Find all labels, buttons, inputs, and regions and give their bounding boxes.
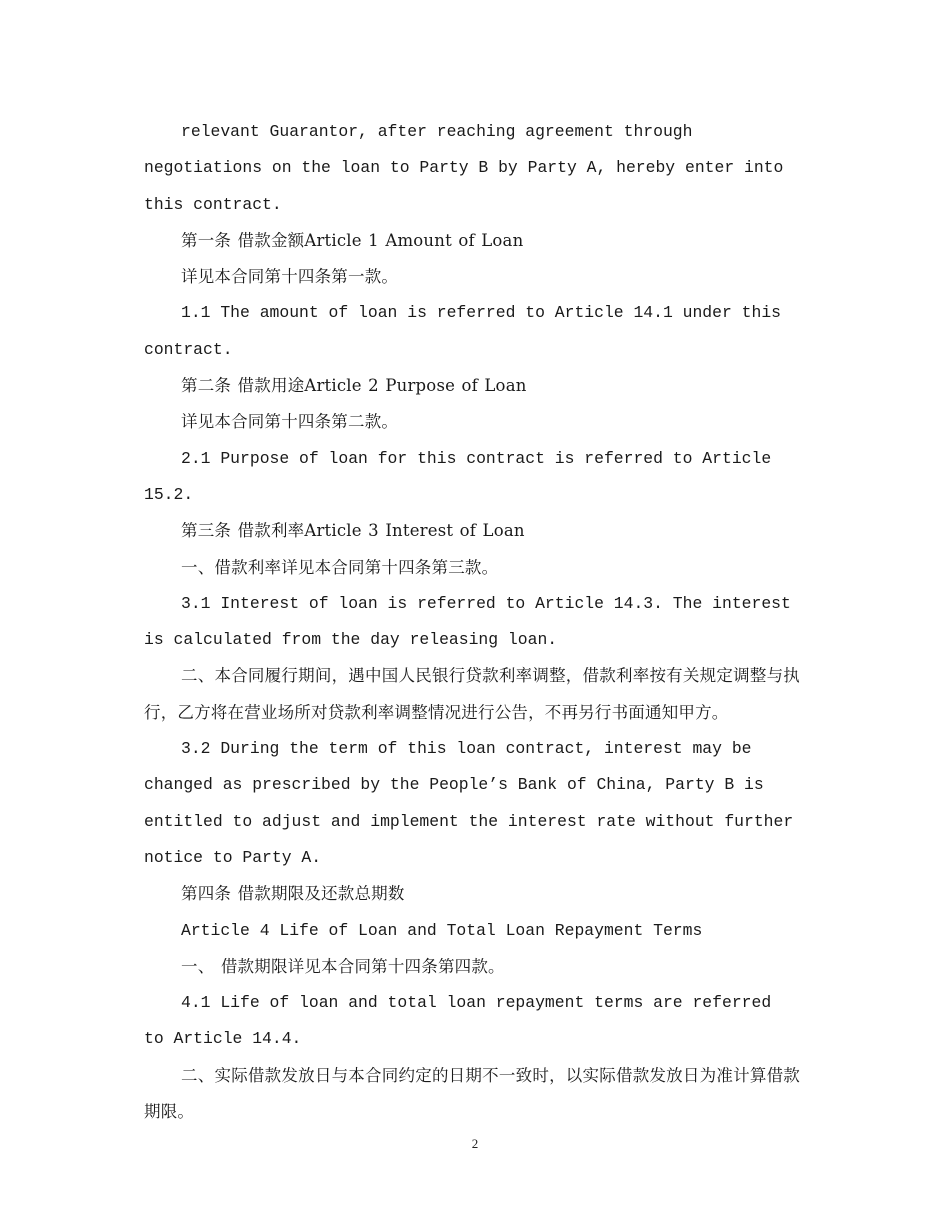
page-number: 2 bbox=[471, 1136, 479, 1151]
article-3-clause-1-en: 3.1 Interest of loan is referred to Article 14.3. The interest is calculated from the day releasing loan. bbox=[144, 593, 791, 650]
article-4-heading-en: Article 4 Life of Loan and Total Loan Repayment Terms bbox=[181, 920, 703, 940]
article-4-heading-cn: 第四条 借款期限及还款总期数 bbox=[181, 884, 405, 904]
article-2-en-text: 2.1 Purpose of loan for this contract is referred to Article 15.2. bbox=[144, 448, 772, 504]
document-body bbox=[144, 114, 800, 1130]
article-4-clause-2-cn: 二、实际借款发放日与本合同约定的日期不一致时，以实际借款发放日为准计算借款期限。 bbox=[144, 1065, 800, 1122]
article-3-clause-1-cn: 一、借款利率详见本合同第十四条第三款。 bbox=[181, 557, 499, 577]
article-2-cn-text: 详见本合同第十四条第二款。 bbox=[181, 412, 399, 432]
article-3-heading: 第三条 借款利率Article 3 Interest of Loan bbox=[181, 521, 525, 541]
article-2-heading: 第二条 借款用途Article 2 Purpose of Loan bbox=[181, 376, 527, 396]
paragraph-intro-continuation: relevant Guarantor, after reaching agreement through negotiations on the loan to Party B by Party A, hereby enter into this contract. bbox=[144, 122, 784, 214]
article-3-clause-2-en: 3.2 During the term of this loan contract, interest may be changed as prescribed by the People’s Bank of China, Party B is entitled to adjust and implement the interest rate without further notice to Party A. bbox=[144, 739, 794, 867]
article-1-heading: 第一条 借款金额Article 1 Amount of Loan bbox=[181, 230, 524, 250]
article-4-clause-1-cn: 一、 借款期限详见本合同第十四条第四款。 bbox=[181, 956, 505, 976]
article-4-clause-1-en: 4.1 Life of loan and total loan repayment terms are referred to Article 14.4. bbox=[144, 993, 772, 1049]
article-3-clause-2-cn: 二、本合同履行期间，遇中国人民银行贷款利率调整，借款利率按有关规定调整与执行，乙方将在营业场所对贷款利率调整情况进行公告，不再另行书面通知甲方。 bbox=[144, 666, 800, 722]
article-1-en-text: 1.1 The amount of loan is referred to Article 14.1 under this contract. bbox=[144, 303, 781, 359]
article-1-cn-text: 详见本合同第十四条第一款。 bbox=[181, 267, 399, 287]
